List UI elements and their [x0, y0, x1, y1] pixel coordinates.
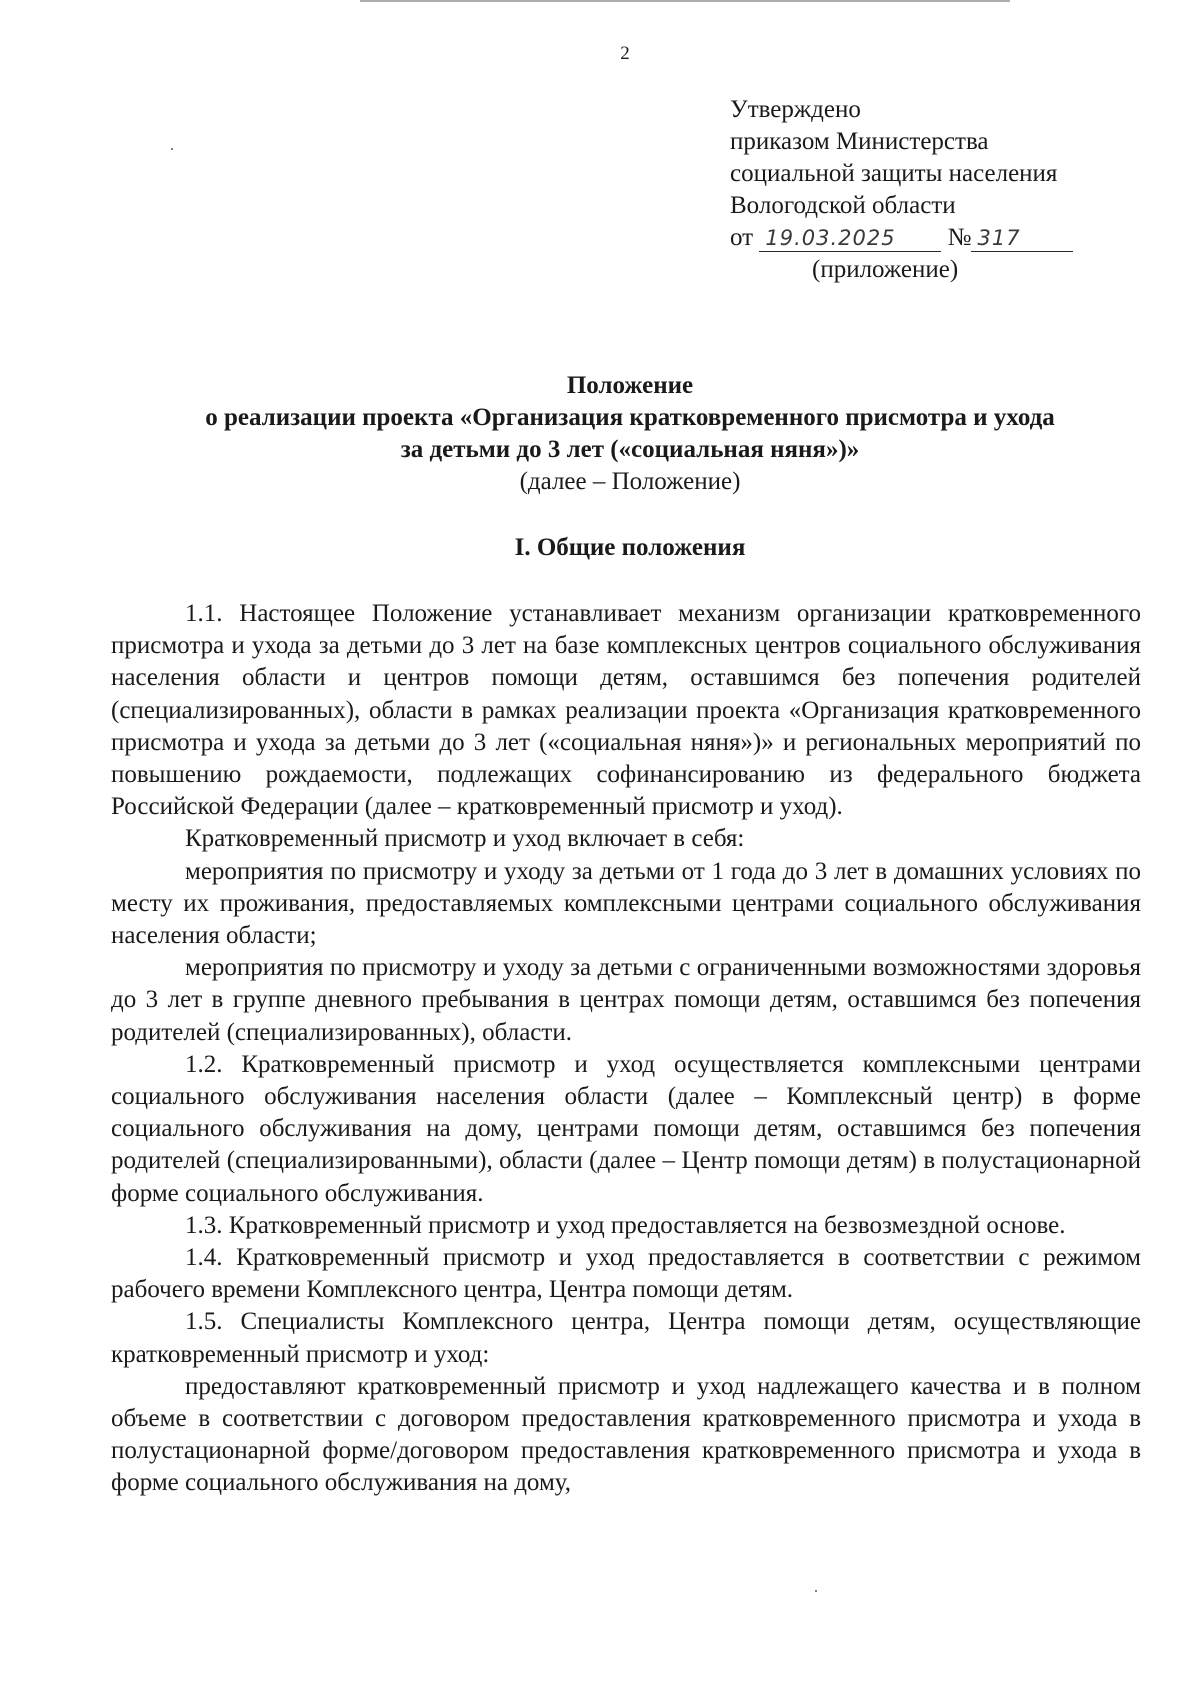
title-line-3: за детьми до 3 лет («социальная няня»)»: [400, 436, 860, 463]
handwritten-date: 19.03.2025: [759, 225, 941, 252]
approval-line-2: приказом Министерства: [730, 128, 989, 155]
paragraph-specialists-duties: предоставляют кратковременный присмотр и уход надлежащего качества и в полном объеме в соответствии с договором предоставления кратковременного присмотра и ухода в полустационарной форме/договором предоставления кратковременного присмотра и ухода в форме социального обслуживания на дому,: [111, 1372, 1141, 1497]
title-line-4: (далее – Положение): [519, 468, 741, 495]
approval-block: [730, 94, 1160, 286]
paragraph-1-1: 1.1. Настоящее Положение устанавливает механизм организации кратковременного присмотра и ухода за детьми до 3 лет на базе комплексных центров социального обслуживания населения области и центров помощи детям, оставшимся без попечения родителей (специализированных), области в рамках реализации проекта «Организация кратковременного присмотра и ухода за детьми до 3 лет («социальная няня»)» и региональных мероприятий по повышению рождаемости, подлежащих софинансированию из федерального бюджета Российской Федерации (далее – кратковременный присмотр и уход).: [111, 600, 1141, 821]
section-heading: I. Общие положения: [514, 534, 746, 561]
scan-speck: [815, 1590, 817, 1592]
paragraph-1-4: 1.4. Кратковременный присмотр и уход предоставляется в соответствии с режимом рабочего времени Комплексного центра, Центра помощи детям.: [111, 1244, 1141, 1304]
approval-line-3: социальной защиты населения: [730, 160, 1058, 187]
approval-line-1: Утверждено: [730, 96, 861, 123]
paragraph-1-5: 1.5. Специалисты Комплексного центра, Центра помощи детям, осуществляющие кратковременный присмотр и уход:: [111, 1308, 1141, 1368]
title-line-1: Положение: [566, 372, 694, 399]
scan-top-edge-line: [360, 0, 1010, 2]
approval-date-line: [730, 222, 1160, 254]
approval-note: (приложение): [812, 256, 959, 283]
paragraph-1-3: 1.3. Кратковременный присмотр и уход предоставляется на безвозмездной основе.: [185, 1211, 1066, 1239]
paragraph-1-2: 1.2. Кратковременный присмотр и уход осуществляется комплексными центрами социального обслуживания населения области (далее – Комплексный центр) в форме социального обслуживания на дому, центрами помощи детям, оставшимся без попечения родителей (специализированными), области (далее – Центр помощи детям) в полустационарной форме социального обслуживания.: [111, 1050, 1141, 1207]
paragraph-home-care: мероприятия по присмотру и уходу за детьми от 1 года до 3 лет в домашних условиях по месту их проживания, предоставляемых комплексными центрами социального обслуживания населения области;: [111, 857, 1141, 950]
document-title: [110, 370, 1150, 498]
paragraph-includes: Кратковременный присмотр и уход включает в себя:: [185, 825, 745, 853]
approval-date-prefix: от: [730, 224, 754, 251]
scan-speck: [171, 148, 173, 150]
body-text: [111, 598, 1141, 1500]
approval-line-4: Вологодской области: [730, 192, 956, 219]
paragraph-day-group: мероприятия по присмотру и уходу за детьми с ограниченными возможностями здоровья до 3 лет в группе дневного пребывания в центрах помощи детям, оставшимся без попечения родителей (специализированных), области.: [111, 954, 1141, 1046]
title-line-2: о реализации проекта «Организация кратковременного присмотра и ухода: [205, 404, 1055, 431]
handwritten-number: 317: [971, 225, 1073, 252]
page-number: 2: [620, 43, 630, 64]
approval-number-sign: №: [947, 224, 972, 251]
